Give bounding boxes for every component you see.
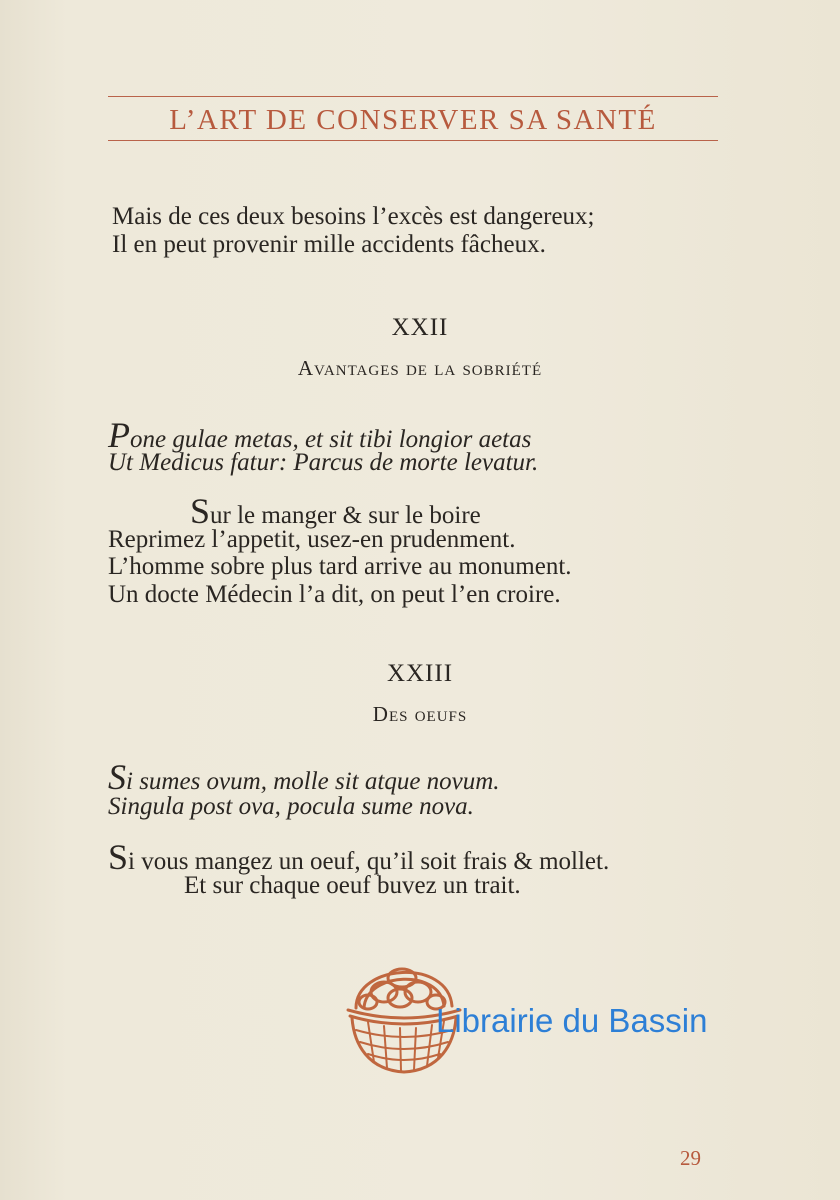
section-22-latin-line-2: Ut Medicus fatur: Parcus de morte levatur. <box>108 449 539 476</box>
section-23-latin-dropcap: S <box>108 757 126 797</box>
section-22-french-line-2: Reprimez l’appetit, usez-en prudenment. <box>108 526 516 553</box>
section-22-french-line-1-text: ur le manger & sur le boire <box>210 502 481 529</box>
section-23-latin-line-2: Singula post ova, pocula sume nova. <box>108 793 474 820</box>
opening-line-2: Il en peut provenir mille accidents fâcheux. <box>112 231 546 258</box>
watermark-text: Librairie du Bassin <box>436 1002 708 1039</box>
section-23-french-line-2: Et sur chaque oeuf buvez un trait. <box>184 872 521 899</box>
header-rule-bottom <box>108 140 718 141</box>
section-22-french-dropcap: S <box>190 491 211 531</box>
section-23-french-line-1-text: i vous mangez un oeuf, qu’il soit frais & mollet. <box>128 848 610 875</box>
section-22-latin-line-1-text: one gulae metas, et sit tibi longior aetas <box>130 426 532 453</box>
page-number: 29 <box>680 1146 701 1170</box>
section-23-latin-line-1-text: i sumes ovum, molle sit atque novum. <box>126 768 500 795</box>
section-23-french-dropcap: S <box>108 837 129 877</box>
section-22-french-line-3: L’homme sobre plus tard arrive au monument. <box>108 553 572 580</box>
section-22-french-line-4: Un docte Médecin l’a dit, on peut l’en croire. <box>108 581 561 608</box>
opening-line-1: Mais de ces deux besoins l’excès est dangereux; <box>112 203 595 230</box>
section-22-latin-dropcap: P <box>108 415 130 455</box>
section-23-title: Des oeufs <box>372 702 468 726</box>
section-22-numeral: XXII <box>391 314 449 341</box>
header-rule-top <box>108 96 718 97</box>
section-22-title: Avantages de la sobriété <box>297 356 543 380</box>
section-23-numeral: XXIII <box>386 660 454 687</box>
running-head: L’ART DE CONSERVER SA SANTÉ <box>169 104 657 136</box>
